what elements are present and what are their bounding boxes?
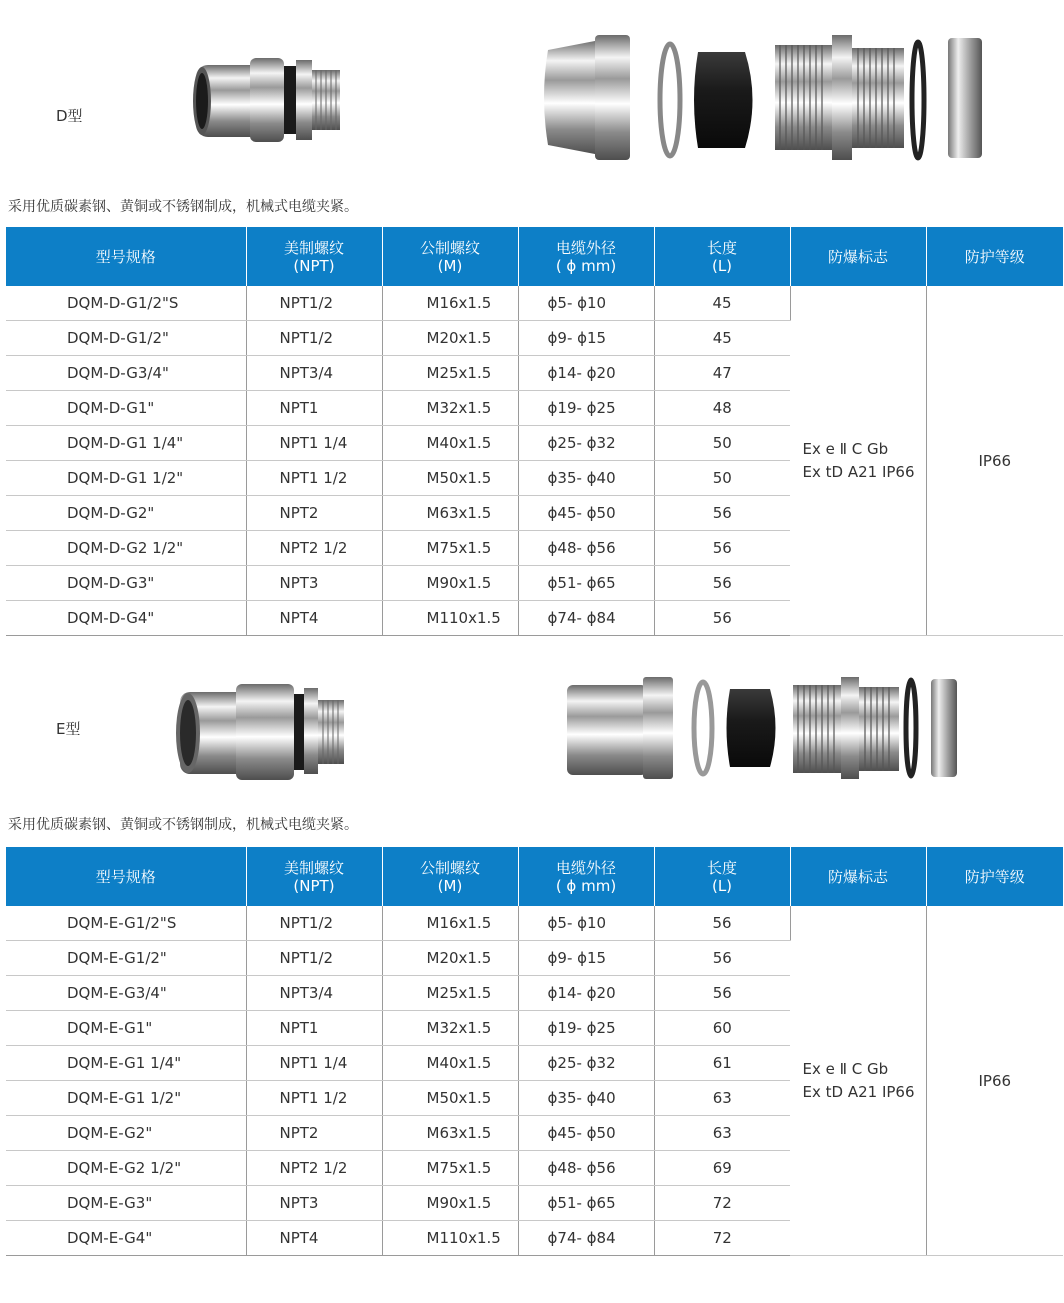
length-cell: 72 [654, 1186, 790, 1221]
metric-cell: M16x1.5 [382, 906, 518, 941]
cable-gland-e-exploded-photo [565, 675, 960, 780]
table-header-row [6, 227, 1063, 286]
header-npt: 美制螺纹 (NPT) [246, 227, 382, 286]
cable-diameter-cell: ϕ51- ϕ65 [518, 566, 654, 601]
npt-cell: NPT1/2 [246, 941, 382, 976]
model-cell: DQM-E-G1" [6, 1011, 246, 1046]
metric-cell: M40x1.5 [382, 426, 518, 461]
npt-cell: NPT3 [246, 1186, 382, 1221]
ex-marking-line: Ex e Ⅱ C Gb [802, 1059, 889, 1078]
cable-diameter-cell: ϕ25- ϕ32 [518, 426, 654, 461]
header-model: 型号规格 [6, 227, 246, 286]
metric-cell: M110x1.5 [382, 1221, 518, 1256]
length-cell: 56 [654, 976, 790, 1011]
metric-cell: M40x1.5 [382, 1046, 518, 1081]
metric-cell: M32x1.5 [382, 1011, 518, 1046]
length-cell: 56 [654, 941, 790, 976]
model-cell: DQM-E-G2 1/2" [6, 1151, 246, 1186]
model-cell: DQM-D-G3/4" [6, 356, 246, 391]
table-header-row [6, 847, 1063, 906]
cable-diameter-cell: ϕ14- ϕ20 [518, 976, 654, 1011]
type-label: E型 [56, 720, 81, 738]
model-cell: DQM-E-G1/2" [6, 941, 246, 976]
model-cell: DQM-D-G1/2" [6, 321, 246, 356]
length-cell: 69 [654, 1151, 790, 1186]
header-ex: 防爆标志 [790, 847, 926, 906]
description: 采用优质碳素钢、黄铜或不锈钢制成，机械式电缆夹紧。 [8, 199, 358, 215]
cable-diameter-cell: ϕ48- ϕ56 [518, 531, 654, 566]
cable-diameter-cell: ϕ5- ϕ10 [518, 906, 654, 941]
header-metric: 公制螺纹 (M) [382, 227, 518, 286]
metric-cell: M75x1.5 [382, 531, 518, 566]
length-cell: 50 [654, 426, 790, 461]
model-cell: DQM-D-G1 1/4" [6, 426, 246, 461]
header-cable: 电缆外径 ( ϕ mm) [518, 227, 654, 286]
model-cell: DQM-D-G3" [6, 566, 246, 601]
cable-diameter-cell: ϕ25- ϕ32 [518, 1046, 654, 1081]
header-metric: 公制螺纹 (M) [382, 847, 518, 906]
npt-cell: NPT2 1/2 [246, 1151, 382, 1186]
npt-cell: NPT1 [246, 391, 382, 426]
length-cell: 56 [654, 566, 790, 601]
length-cell: 45 [654, 286, 790, 321]
cable-diameter-cell: ϕ48- ϕ56 [518, 1151, 654, 1186]
npt-cell: NPT1 [246, 1011, 382, 1046]
description: 采用优质碳素钢、黄铜或不锈钢制成，机械式电缆夹紧。 [8, 817, 358, 833]
header-ex: 防爆标志 [790, 227, 926, 286]
spec-table-e [6, 847, 1063, 1256]
length-cell: 63 [654, 1081, 790, 1116]
ex-marking-cell [790, 286, 926, 636]
metric-cell: M63x1.5 [382, 496, 518, 531]
npt-cell: NPT1 1/4 [246, 426, 382, 461]
cable-diameter-cell: ϕ19- ϕ25 [518, 1011, 654, 1046]
model-cell: DQM-D-G1/2"S [6, 286, 246, 321]
metric-cell: M16x1.5 [382, 286, 518, 321]
ex-marking-line: Ex tD A21 IP66 [802, 462, 915, 481]
cable-diameter-cell: ϕ74- ϕ84 [518, 1221, 654, 1256]
metric-cell: M20x1.5 [382, 321, 518, 356]
model-cell: DQM-E-G3/4" [6, 976, 246, 1011]
cable-diameter-cell: ϕ45- ϕ50 [518, 496, 654, 531]
cable-diameter-cell: ϕ9- ϕ15 [518, 321, 654, 356]
length-cell: 56 [654, 496, 790, 531]
cable-diameter-cell: ϕ19- ϕ25 [518, 391, 654, 426]
length-cell: 50 [654, 461, 790, 496]
ip-rating-cell: IP66 [926, 906, 1063, 1256]
npt-cell: NPT1 1/4 [246, 1046, 382, 1081]
model-cell: DQM-D-G1" [6, 391, 246, 426]
length-cell: 48 [654, 391, 790, 426]
cable-diameter-cell: ϕ74- ϕ84 [518, 601, 654, 636]
metric-cell: M20x1.5 [382, 941, 518, 976]
npt-cell: NPT1 1/2 [246, 461, 382, 496]
metric-cell: M25x1.5 [382, 356, 518, 391]
length-cell: 56 [654, 906, 790, 941]
npt-cell: NPT2 [246, 496, 382, 531]
metric-cell: M25x1.5 [382, 976, 518, 1011]
cable-diameter-cell: ϕ35- ϕ40 [518, 461, 654, 496]
cable-diameter-cell: ϕ51- ϕ65 [518, 1186, 654, 1221]
metric-cell: M63x1.5 [382, 1116, 518, 1151]
npt-cell: NPT1/2 [246, 906, 382, 941]
cable-gland-d-exploded-photo [540, 30, 985, 165]
model-cell: DQM-E-G1 1/4" [6, 1046, 246, 1081]
cable-gland-d-photo [188, 40, 348, 155]
npt-cell: NPT1/2 [246, 321, 382, 356]
metric-cell: M90x1.5 [382, 566, 518, 601]
header-npt: 美制螺纹 (NPT) [246, 847, 382, 906]
cable-gland-e-photo [170, 670, 350, 790]
model-cell: DQM-D-G2" [6, 496, 246, 531]
model-cell: DQM-D-G1 1/2" [6, 461, 246, 496]
model-cell: DQM-E-G1 1/2" [6, 1081, 246, 1116]
metric-cell: M50x1.5 [382, 461, 518, 496]
metric-cell: M75x1.5 [382, 1151, 518, 1186]
header-length: 长度 (L) [654, 847, 790, 906]
spec-table-d [6, 227, 1063, 636]
header-length: 长度 (L) [654, 227, 790, 286]
length-cell: 63 [654, 1116, 790, 1151]
header-model: 型号规格 [6, 847, 246, 906]
length-cell: 60 [654, 1011, 790, 1046]
npt-cell: NPT4 [246, 601, 382, 636]
npt-cell: NPT2 [246, 1116, 382, 1151]
model-cell: DQM-E-G4" [6, 1221, 246, 1256]
length-cell: 72 [654, 1221, 790, 1256]
model-cell: DQM-E-G2" [6, 1116, 246, 1151]
length-cell: 56 [654, 531, 790, 566]
cable-diameter-cell: ϕ9- ϕ15 [518, 941, 654, 976]
metric-cell: M90x1.5 [382, 1186, 518, 1221]
table-row [6, 906, 1063, 941]
length-cell: 45 [654, 321, 790, 356]
cable-diameter-cell: ϕ45- ϕ50 [518, 1116, 654, 1151]
npt-cell: NPT3 [246, 566, 382, 601]
length-cell: 47 [654, 356, 790, 391]
npt-cell: NPT1 1/2 [246, 1081, 382, 1116]
ex-marking-cell [790, 906, 926, 1256]
ip-rating-cell: IP66 [926, 286, 1063, 636]
header-cable: 电缆外径 ( ϕ mm) [518, 847, 654, 906]
length-cell: 61 [654, 1046, 790, 1081]
model-cell: DQM-E-G3" [6, 1186, 246, 1221]
cable-diameter-cell: ϕ14- ϕ20 [518, 356, 654, 391]
metric-cell: M110x1.5 [382, 601, 518, 636]
metric-cell: M50x1.5 [382, 1081, 518, 1116]
model-cell: DQM-D-G2 1/2" [6, 531, 246, 566]
model-cell: DQM-E-G1/2"S [6, 906, 246, 941]
cable-diameter-cell: ϕ35- ϕ40 [518, 1081, 654, 1116]
npt-cell: NPT2 1/2 [246, 531, 382, 566]
header-ip: 防护等级 [926, 227, 1063, 286]
metric-cell: M32x1.5 [382, 391, 518, 426]
length-cell: 56 [654, 601, 790, 636]
cable-diameter-cell: ϕ5- ϕ10 [518, 286, 654, 321]
npt-cell: NPT4 [246, 1221, 382, 1256]
npt-cell: NPT3/4 [246, 356, 382, 391]
npt-cell: NPT1/2 [246, 286, 382, 321]
ex-marking-line: Ex tD A21 IP66 [802, 1082, 915, 1101]
model-cell: DQM-D-G4" [6, 601, 246, 636]
npt-cell: NPT3/4 [246, 976, 382, 1011]
type-label: D型 [56, 107, 83, 125]
ex-marking-line: Ex e Ⅱ C Gb [802, 439, 889, 458]
header-ip: 防护等级 [926, 847, 1063, 906]
table-row [6, 286, 1063, 321]
